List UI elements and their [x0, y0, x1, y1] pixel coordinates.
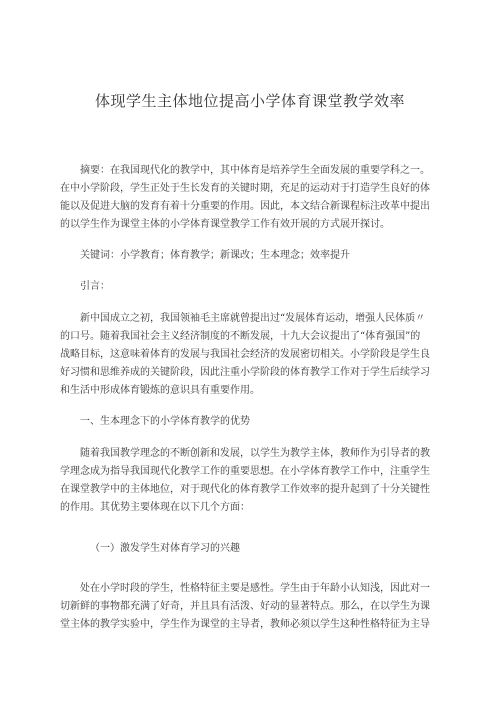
subsection-heading: （一）激发学生对体育学习的兴趣	[90, 543, 240, 554]
subsection1-line: 处在小学时段的学生，性格特征主要是感性。学生由于年龄小认知浅，因此对一	[80, 583, 430, 594]
intro-line: 战略目标，这意味着体育的发展与我国社会经济的发展密切相关。小学阶段是学生良	[60, 349, 430, 360]
intro-line: 的口号。随着我国社会主义经济制度的不断发展，十九大会议提出了“体育强国”的	[60, 331, 421, 342]
section-heading: 一、生本理念下的小学体育教学的优势	[80, 416, 250, 427]
intro-line: 和生活中形成体育锻炼的意识具有重要作用。	[60, 385, 260, 396]
intro-line: 好习惯和思维养成的关键阶段，因此注重小学阶段的体育教学工作对于学生后续学习	[60, 367, 430, 378]
section1-line: 学理念成为指导我国现代化教学工作的重要思想。在小学体育教学工作中，注重学生	[60, 466, 430, 477]
keywords-line: 关键词：小学教育；体育教学；新课改；生本理念；效率提升	[80, 250, 350, 261]
document-title: 体现学生主体地位提高小学体育课堂教学效率	[94, 92, 405, 110]
intro-heading: 引言：	[80, 281, 110, 292]
subsection1-line: 切新鲜的事物都充满了好奇，并且具有活泼、好动的显著特点。那么，在以学生为课	[60, 601, 430, 612]
abstract-line: 的以学生作为课堂主体的小学体育课堂教学工作有效开展的方式展开探讨。	[60, 219, 390, 230]
abstract-line: 能以及促进大脑的发育有着十分重要的作用。因此，本文结合新课程标注改革中提出	[60, 201, 430, 212]
section1-line: 的作用。其优势主要体现在以下几个方面：	[60, 502, 250, 513]
abstract-line: 摘要：在我国现代化的教学中，其中体育是培养学生全面发展的重要学科之一。	[80, 165, 430, 176]
section1-line: 在课堂教学中的主体地位，对于现代化的体育教学工作效率的提升起到了十分关键性	[60, 484, 430, 495]
subsection1-line: 堂主体的教学实验中，学生作为课堂的主导者，教师必须以学生这种性格特征为主导	[60, 619, 430, 630]
intro-line: 新中国成立之初，我国领袖毛主席就曾提出过“发展体育运动，增强人民体质〃	[80, 313, 426, 324]
abstract-line: 在中小学阶段，学生正处于生长发育的关键时期，充足的运动对于打造学生良好的体	[60, 183, 430, 194]
section1-line: 随着我国教学理念的不断创新和发展，以学生为教学主体，教师作为引导者的教	[80, 448, 430, 459]
